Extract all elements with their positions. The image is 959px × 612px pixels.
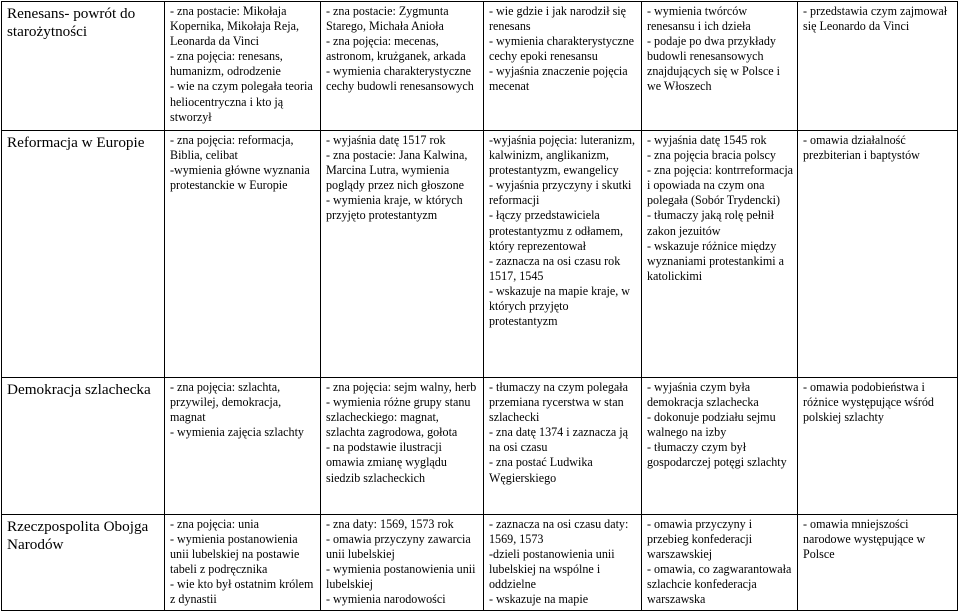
requirement-cell xyxy=(321,131,484,378)
requirement-cell xyxy=(642,131,798,378)
requirement-line: - wie kto był ostatnim królem z dynastii xyxy=(170,577,314,607)
requirement-cell xyxy=(321,378,484,515)
requirement-line: - wyjaśnia znaczenie pojęcia mecenat xyxy=(489,64,628,94)
requirement-line: - zna pojęcia: reformacja, Biblia, celibat xyxy=(170,133,294,163)
table-row xyxy=(2,378,958,515)
requirement-cell xyxy=(798,2,958,131)
curriculum-table xyxy=(1,1,958,611)
requirement-line: - omawia działalność prezbiterian i baptystów xyxy=(803,133,920,163)
requirement-cell xyxy=(165,515,321,611)
requirement-line: - zna pojęcia: szlachta, przywilej, demokracja, magnat xyxy=(170,380,282,425)
requirement-line: - podaje po dwa przykłady budowli renesansowych znajdujących się w Polsce i we Włoszech xyxy=(647,34,780,94)
requirement-line: - wie na czym polegała teoria heliocentryczna i kto ją stworzył xyxy=(170,79,313,124)
requirement-line: - zna postacie: Jana Kalwina, Marcina Lutra, wymienia poglądy przez nich głoszone xyxy=(326,148,468,193)
requirement-line: - zna daty: 1569, 1573 rok xyxy=(326,517,454,531)
requirement-line: - łączy przedstawiciela protestantyzmu z odłamem, który reprezentował xyxy=(489,208,623,253)
requirement-line: - omawia przyczyny i przebieg konfederacji warszawskiej xyxy=(647,517,753,562)
requirement-line: - wymienia postanowienia unii lubelskiej xyxy=(326,562,476,592)
requirement-line: - zaznacza na osi czasu daty: 1569, 1573 xyxy=(489,517,629,547)
requirement-cell xyxy=(321,2,484,131)
requirement-line: - wymienia charakterystyczne cechy budowli renesansowych xyxy=(326,64,474,94)
requirement-line: - zna pojęcia: mecenas, astronom, krużganek, arkada xyxy=(326,34,466,64)
requirement-cell xyxy=(321,515,484,611)
requirement-cell xyxy=(642,515,798,611)
requirement-line: - zna postacie: Zygmunta Starego, Michała Anioła xyxy=(326,4,449,34)
requirement-line: - zaznacza na osi czasu rok 1517, 1545 xyxy=(489,253,621,283)
row-topic: Renesans- powrót do starożytności xyxy=(2,2,165,131)
requirement-cell xyxy=(642,2,798,131)
requirement-cell xyxy=(484,378,642,515)
requirement-line: - wymienia narodowości xyxy=(326,592,446,607)
requirement-line: - wskazuje różnice między wyznaniami protestankimi a katolickimi xyxy=(647,238,785,283)
requirement-line: - omawia podobieństwa i różnice występujące wśród polskiej szlachty xyxy=(803,380,934,425)
requirement-line: - omawia przyczyny zawarcia unii lubelskiej xyxy=(326,532,471,562)
requirement-line: - wyjaśnia czym była demokracja szlachecka xyxy=(647,380,759,410)
requirement-line: -wyjaśnia pojęcia: luteranizm, kalwinizm, anglikanizm, protestantyzm, ewangelicy xyxy=(489,133,636,178)
requirement-cell xyxy=(642,378,798,515)
requirement-line: - zna pojęcia: kontrreformacja i opowiada na czym ona polegała (Sobór Trydencki) xyxy=(647,163,794,208)
requirement-line: - wymienia zajęcia szlachty xyxy=(170,425,304,440)
requirement-line: - tłumaczy jaką rolę pełnił zakon jezuitów xyxy=(647,208,774,238)
requirement-line: - wskazuje na mapie xyxy=(489,592,589,607)
requirement-cell xyxy=(798,378,958,515)
requirement-line: - wymienia charakterystyczne cechy epoki renesansu xyxy=(489,34,635,64)
requirement-line: - na podstawie ilustracji omawia zmianę wyglądu siedzib szlacheckich xyxy=(326,440,447,485)
requirement-line: - zna postać Ludwika Węgierskiego xyxy=(489,455,593,485)
requirement-line: - zna pojęcia: unia xyxy=(170,517,259,531)
requirement-line: - omawia mniejszości narodowe występujące w Polsce xyxy=(803,517,926,562)
requirement-cell xyxy=(798,131,958,378)
requirement-cell xyxy=(484,131,642,378)
requirement-line: - wyjaśnia przyczyny i skutki reformacji xyxy=(489,178,632,208)
row-topic: Demokracja szlachecka xyxy=(2,378,165,515)
requirement-line: - omawia, co zagwarantowała szlachcie konfederacja warszawska xyxy=(647,562,792,607)
requirement-line: - wymienia twórców renesansu i ich dzieła xyxy=(647,4,751,34)
requirement-line: - zna pojęcia: sejm walny, herb xyxy=(326,380,477,394)
requirement-line: - zna pojęcia bracia polscy xyxy=(647,148,776,163)
requirement-line: - zna postacie: Mikołaja Kopernika, Mikołaja Reja, Leonarda da Vinci xyxy=(170,4,299,49)
requirement-line: - wyjaśnia datę 1545 rok xyxy=(647,133,767,147)
requirement-cell xyxy=(165,378,321,515)
table-row xyxy=(2,2,958,131)
requirement-line: - dokonuje podziału sejmu walnego na izby xyxy=(647,410,776,440)
row-topic: Reformacja w Europie xyxy=(2,131,165,378)
requirement-cell xyxy=(798,515,958,611)
requirement-line: - zna pojęcia: renesans, humanizm, odrodzenie xyxy=(170,49,283,79)
requirement-line: - wymienia różne grupy stanu szlacheckiego: magnat, szlachta zagrodowa, gołota xyxy=(326,395,471,440)
requirement-line: - przedstawia czym zajmował się Leonardo da Vinci xyxy=(803,4,948,34)
requirement-line: - wie gdzie i jak narodził się renesans xyxy=(489,4,627,34)
requirement-line: -wymienia główne wyznania protestanckie w Europie xyxy=(170,163,310,193)
requirement-line: - wymienia kraje, w których przyjęto protestantyzm xyxy=(326,193,463,223)
table-row xyxy=(2,131,958,378)
requirement-cell xyxy=(165,2,321,131)
requirement-line: - tłumaczy na czym polegała przemiana rycerstwa w stan szlachecki xyxy=(489,380,629,425)
requirement-line: - zna datę 1374 i zaznacza ją na osi czasu xyxy=(489,425,628,455)
requirement-cell xyxy=(484,515,642,611)
requirement-line: - wyjaśnia datę 1517 rok xyxy=(326,133,446,147)
requirement-line: - wskazuje na mapie kraje, w których przyjęto protestantyzm xyxy=(489,283,631,329)
requirement-line: - wymienia postanowienia unii lubelskiej na postawie tabeli z podręcznika xyxy=(170,532,300,577)
requirement-cell xyxy=(165,131,321,378)
row-topic: Rzeczpospolita Obojga Narodów xyxy=(2,515,165,611)
requirement-line: - tłumaczy czym był gospodarczej potęgi szlachty xyxy=(647,440,787,470)
table-row xyxy=(2,515,958,611)
requirement-line: -dzieli postanowienia unii lubelskiej na wspólne i oddzielne xyxy=(489,547,615,592)
requirement-cell xyxy=(484,2,642,131)
